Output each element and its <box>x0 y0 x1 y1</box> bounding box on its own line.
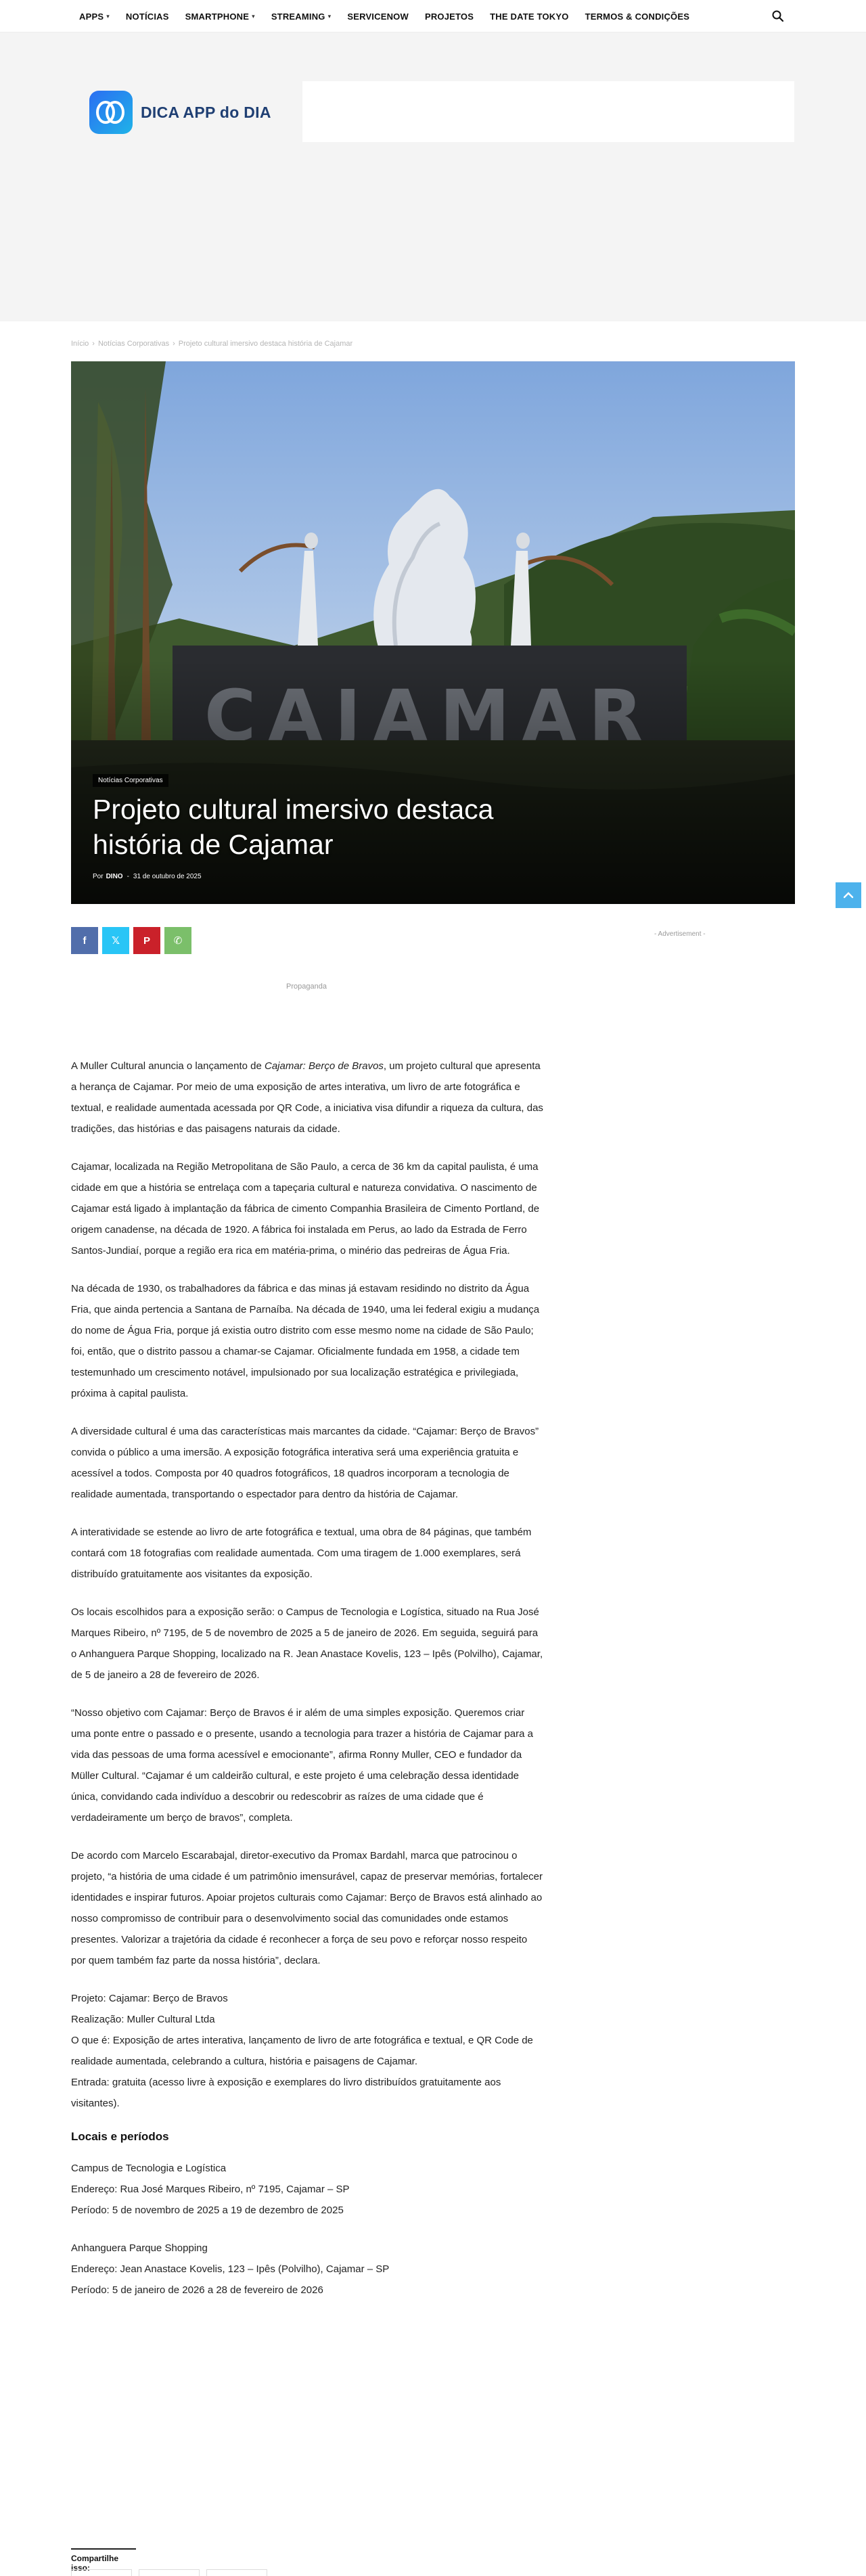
article-paragraph: De acordo com Marcelo Escarabajal, diretor-executivo da Promax Bardahl, marca que patrocinou o projeto, “a história de uma cidade é um patrimônio imensurável, capaz de preservar memórias, fortalecer identidades e inspirar futuros. Apoiar projetos culturais como Cajamar: Berço de Bravos está alinhado ao nosso compromisso de contribuir para o desenvolvimento social das comunidades onde estamos presentes. Valorizar a trajetória da cidade é reconhecer a força de seu povo e reforçar nosso respeito por quem também faz parte da nossa história”, declara. <box>71 1850 543 1966</box>
info-line: Anhanguera Parque Shopping <box>71 2242 208 2254</box>
nav-item[interactable] <box>177 0 263 32</box>
bottom-share-buttons <box>71 2569 274 2576</box>
article-paragraph <box>71 1056 545 1139</box>
article-body <box>71 1056 545 2313</box>
info-line: Período: 5 de novembro de 2025 a 19 de dezembro de 2025 <box>71 2205 344 2216</box>
info-line: Realização: Muller Cultural Ltda <box>71 2014 215 2025</box>
nav-item[interactable] <box>417 0 482 32</box>
project-info <box>71 1988 545 2114</box>
share-button[interactable] <box>206 2569 267 2576</box>
author-link[interactable]: DINO <box>106 873 123 880</box>
nav-item[interactable] <box>577 0 698 32</box>
nav-item-label: PROJETOS <box>424 11 474 22</box>
featured-image <box>71 361 795 904</box>
article-paragraph: “Nosso objetivo com Cajamar: Berço de Bravos é ir além de uma simples exposição. Queremos criar uma ponte entre o passado e o presente, usando a tecnologia para trazer a história de Cajamar para a vida das pessoas de uma forma acessível e emocionante”, afirma Ronny Muller, CEO e fundador da Müller Cultural. “Cajamar é um caldeirão cultural, e este projeto é uma celebração dessa identidade única, convidando cada indivíduo a descobrir ou redescobrir as raízes de uma cidade que é verdadeiramente um berço de bravos”, completa. <box>71 1707 533 1824</box>
info-line: O que é: Exposição de artes interativa, lançamento de livro de arte fotográfica e textual, e QR Code de realidade aumentada, celebrando a cultura, história e paisagens de Cajamar. <box>71 2035 533 2067</box>
article-paragraph: A diversidade cultural é uma das características mais marcantes da cidade. “Cajamar: Berço de Bravos” convida o público a uma imersão. A exposição fotográfica interativa será uma experiência gratuita e acessível a todos. Composta por 40 quadros fotográficos, 18 quadros incorporam a tecnologia de realidade aumentada, transportando o espectador para dentro da história de Cajamar. <box>71 1426 539 1500</box>
chevron-down-icon: ▾ <box>252 12 255 20</box>
byline-prefix: Por <box>93 873 104 880</box>
locations-heading: Locais e períodos <box>71 2130 169 2143</box>
whatsapp-icon: ✆ <box>173 935 183 947</box>
logo-text: DICA APP do DIA <box>141 103 271 121</box>
chevron-down-icon: ▾ <box>106 12 110 20</box>
article-title: Projeto cultural imersivo destaca história de Cajamar <box>93 794 494 860</box>
logo-mark-icon <box>89 91 133 134</box>
nav-item-label: NOTÍCIAS <box>125 11 169 22</box>
search-icon[interactable] <box>771 9 785 23</box>
breadcrumb-separator: › <box>173 340 175 348</box>
publish-date: 31 de outubro de 2025 <box>133 873 202 880</box>
pinterest-icon: P <box>143 934 150 947</box>
propaganda-label: Propaganda <box>286 982 327 991</box>
share-button[interactable] <box>139 2569 200 2576</box>
header-ad[interactable] <box>302 81 794 142</box>
nav-item-label: SMARTPHONE <box>185 11 250 22</box>
intro-text: A Muller Cultural anuncia o lançamento de <box>71 1060 265 1072</box>
article-paragraph: Os locais escolhidos para a exposição serão: o Campus de Tecnologia e Logística, situado na Rua José Marques Ribeiro, nº 7195, de 5 de novembro de 2025 a 5 de janeiro de 2026. Em seguida, seguirá para o Anhanguera Parque Shopping, localizado na R. Jean Anastace Kovelis, 123 – Ipês (Polvilho), Cajamar, de 5 de janeiro a 28 de fevereiro de 2026. <box>71 1606 543 1681</box>
article-meta <box>93 873 202 880</box>
nav-item-label: THE DATE TOKYO <box>490 11 569 22</box>
share-buttons <box>71 927 196 954</box>
site-logo[interactable] <box>89 91 271 134</box>
sidebar-ad-label: - Advertisement - <box>654 930 706 938</box>
location-block <box>71 2238 545 2301</box>
info-line: Endereço: Rua José Marques Ribeiro, nº 7195, Cajamar – SP <box>71 2184 350 2195</box>
category-tag[interactable]: Notícias Corporativas <box>93 774 168 787</box>
share-button[interactable] <box>71 2569 132 2576</box>
breadcrumb-home[interactable]: Início <box>71 340 89 348</box>
meta-separator: - <box>127 873 129 880</box>
top-navigation <box>0 0 866 32</box>
nav-item-label: TERMOS & CONDIÇÕES <box>585 11 690 22</box>
nav-item[interactable] <box>482 0 576 32</box>
nav-item[interactable] <box>263 0 340 32</box>
article-paragraph: Cajamar, localizada na Região Metropolitana de São Paulo, a cerca de 36 km da capital paulista, é uma cidade em que a história se entrelaça com a tapeçaria cultural e natureza convidativa. O nascimento de Cajamar está ligado à implantação da fábrica de cimento Companhia Brasileira de Cimento Portland, de origem canadense, na década de 1920. A fábrica foi instalada em Perus, ao lado da Estrada de Ferro Santos-Jundiaí, porque a região era rica em matéria-prima, o minério das pedreiras de Água Fria. <box>71 1161 540 1257</box>
whatsapp-share-button[interactable] <box>164 927 191 954</box>
nav-item-label: APPS <box>79 11 104 22</box>
location-block <box>71 2158 545 2221</box>
pinterest-share-button[interactable] <box>133 927 160 954</box>
share-section-label: Compartilhe isso: <box>71 2548 136 2573</box>
nav-item[interactable] <box>118 0 177 32</box>
chevron-down-icon: ▾ <box>327 12 332 20</box>
breadcrumb-separator: › <box>92 340 95 348</box>
nav-item[interactable] <box>339 0 417 32</box>
site-header <box>0 32 866 321</box>
nav-item-label: SERVICENOW <box>347 11 409 22</box>
info-line: Projeto: Cajamar: Berço de Bravos <box>71 1993 228 2004</box>
breadcrumb-category[interactable]: Notícias Corporativas <box>97 340 170 348</box>
info-line: Entrada: gratuita (acesso livre à exposição e exemplares do livro distribuídos gratuitamente aos visitantes). <box>71 2077 501 2109</box>
facebook-share-button[interactable] <box>71 927 98 954</box>
main-menu <box>71 0 698 32</box>
facebook-icon: f <box>83 934 87 947</box>
article-paragraph: A interatividade se estende ao livro de arte fotográfica e textual, uma obra de 84 páginas, que também contará com 18 fotografias com realidade aumentada. Com uma tiragem de 1.000 exemplares, será distribuído gratuitamente aos visitantes da exposição. <box>71 1527 532 1580</box>
info-line: Campus de Tecnologia e Logística <box>71 2163 227 2174</box>
info-line: Endereço: Jean Anastace Kovelis, 123 – Ipês (Polvilho), Cajamar – SP <box>71 2263 390 2275</box>
intro-text: , um projeto cultural que apresenta a herança de Cajamar. Por meio de uma exposição de artes interativa, um livro de arte fotográfica e textual, e realidade aumentada acessada por QR Code, a iniciativa visa difundir a riqueza da cultura, das tradições, das histórias e das paisagens naturais da cidade. <box>71 1060 543 1135</box>
breadcrumb-current: Projeto cultural imersivo destaca história de Cajamar <box>178 340 353 348</box>
nav-item[interactable] <box>71 0 118 32</box>
back-to-top-button[interactable] <box>836 882 861 908</box>
article-paragraph: Na década de 1930, os trabalhadores da fábrica e das minas já estavam residindo no distrito da Água Fria, que ainda pertencia a Santana de Parnaíba. Na década de 1940, uma lei federal exigiu a mudança do nome de Água Fria, porque já existia outro distrito com esse mesmo nome na cidade de São Paulo; foi, então, que o distrito passou a chamar-se Cajamar. Oficialmente fundada em 1958, a cidade tem testemunhado um crescimento notável, impulsionado por sua localização estratégica e privilegiada, próxima à capital paulista. <box>71 1283 540 1399</box>
x-icon: 𝕏 <box>111 935 120 947</box>
breadcrumb <box>71 340 352 348</box>
project-name: Cajamar: Berço de Bravos <box>265 1060 384 1072</box>
info-line: Período: 5 de janeiro de 2026 a 28 de fevereiro de 2026 <box>71 2284 323 2296</box>
nav-item-label: STREAMING <box>271 11 325 22</box>
x-share-button[interactable] <box>102 927 129 954</box>
chevron-up-icon <box>843 892 854 899</box>
